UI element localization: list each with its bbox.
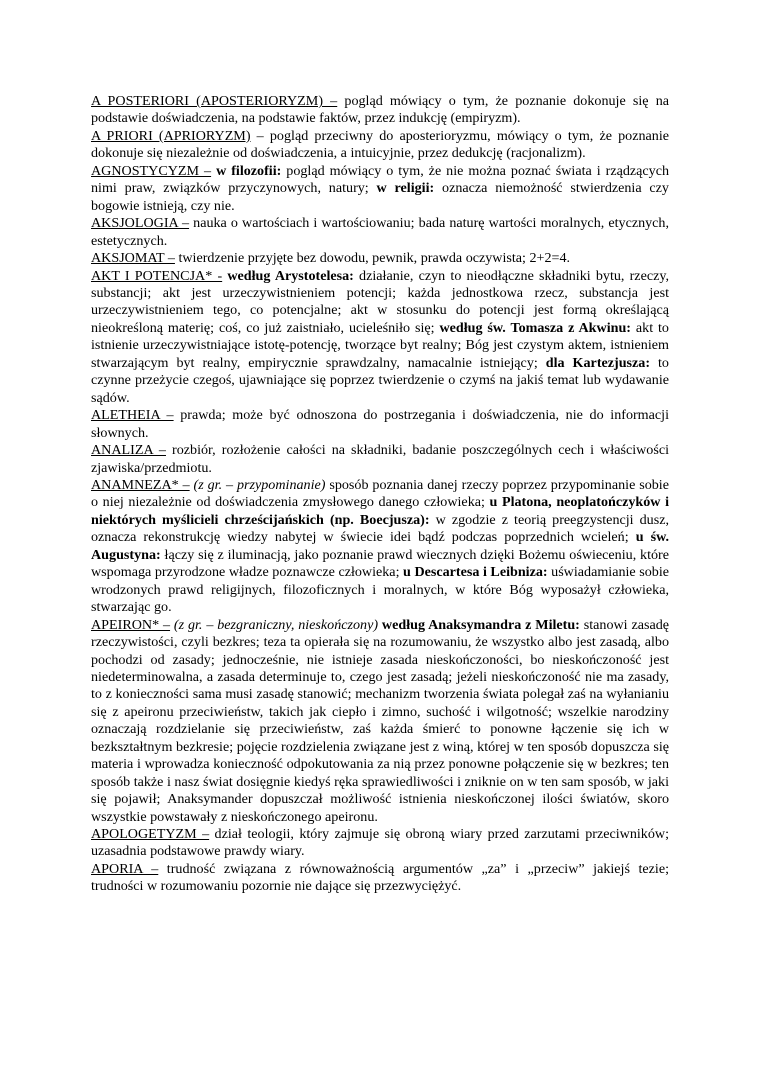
glossary-term: AKSJOLOGIA – [91, 215, 190, 232]
definition-bold-text: u św. Augustyna: [91, 529, 669, 563]
glossary-term: AGNOSTYCYZM – [91, 162, 212, 179]
definition-bold-text: u Descartesa i Leibniza: [403, 564, 548, 581]
definition-bold-text: według św. Tomasza z Akwinu: [439, 319, 631, 336]
glossary-entry [91, 215, 669, 250]
definition-text: akt to istnienie urzeczywistniające istotę-potencję, tworzące byt realny; Bóg jest czystym aktem, istnieniem stwarzającym byt realny, empirycznie sprawdzalny, namacalnie istniejący; [91, 319, 669, 371]
definition-text: prawda; może być odnoszona do postrzegania i doświadczenia, nie do informacji słownych. [91, 407, 669, 441]
definition-italic-text: (z gr. – przypominanie) [193, 476, 326, 493]
definition-text: – pogląd przeciwny do aposterioryzmu, mówiący o tym, że poznanie dokonuje się niezależnie od doświadczenia, a intuicyjnie, przez dedukcję (racjonalizm). [91, 127, 669, 162]
definition-text: nauka o wartościach i wartościowaniu; bada naturę wartości moralnych, etycznych, estetycznych. [91, 215, 669, 249]
glossary-term: ANALIZA – [91, 442, 166, 459]
definition-text: oznacza niemożność stwierdzenia czy bogowie istnieją, czy nie. [91, 180, 669, 214]
definition-bold-text: dla Kartezjusza: [545, 354, 651, 371]
definition-text: pogląd mówiący o tym, że poznanie dokonuje się na podstawie doświadczenia, na podstawie faktów, przez indukcję (empiryzm). [91, 93, 669, 127]
glossary-entry [91, 163, 669, 215]
definition-italic-text: (z gr. – bezgraniczny, nieskończony) [173, 616, 379, 633]
glossary-entry [91, 442, 669, 477]
definition-text: uświadamianie sobie wrodzonych prawd religijnych, filozoficznych i moralnych, w które Bóg wyposażył człowieka, stwarzając go. [91, 564, 669, 616]
glossary-term: APEIRON* – [91, 616, 171, 633]
glossary-entry [91, 93, 669, 128]
glossary-entry [91, 826, 669, 861]
definition-text: dział teologii, który zajmuje się obroną wiary przed zarzutami przeciwników; uzasadnia podstawowe prawdy wiary. [91, 826, 669, 860]
glossary-term: ANAMNEZA* – [91, 476, 190, 493]
definition-text: sposób poznania danej rzeczy poprzez przypominanie sobie o niej niezależnie od doświadczenia zmysłowego danego człowieka; [91, 476, 669, 511]
definition-bold-text: według Anaksymandra z Miletu: [381, 616, 580, 633]
glossary-term: APORIA – [91, 860, 159, 877]
glossary-term: APOLOGETYZM – [91, 826, 210, 843]
definition-bold-text: w religii: [376, 180, 435, 197]
glossary-entry [91, 268, 669, 408]
glossary-entry [91, 617, 669, 826]
definition-text: pogląd mówiący o tym, że nie można poznać świata i rządzących nimi praw, związków przyczynowych, natury; [91, 162, 669, 197]
definition-text: to czynne przeżycie czegoś, ujawniające się poprzez twierdzenie o czymś na jakiś temat lub wydawanie sądów. [91, 354, 669, 406]
glossary-entry [91, 128, 669, 163]
glossary-term: ALETHEIA – [91, 407, 174, 424]
definition-text: twierdzenie przyjęte bez dowodu, pewnik, prawda oczywista; 2+2=4. [174, 250, 571, 267]
glossary-entry [91, 861, 669, 896]
definition-text: stanowi zasadę rzeczywistości, czyli bezkres; teza ta opierała się na rozumowaniu, że wszystko albo jest zasadą, albo pochodzi od zasady; jednocześnie, nie istnieje zasada nieskończoności, bo nieskończoność jest niedeterminowalna, a zasada determinuje to, czego jest zasadą; jeżeli nieskończoność nie ma zasady, to z konieczności sama musi zasadę stanowić; mechanizm tworzenia świata polegał zaś na wyłanianiu się z apeironu przeciwieństw, takich jak ciepło i zimno, suchość i wilgotność; wszelkie narodziny oznaczają rozdzielanie się przeciwieństw, zaś każda śmierć to ponowne łączenie się ich w bezkształtnym bezkresie; pojęcie rozdzielenia związane jest z winą, której w ten sposób dopuszcza się materia i wprowadza konieczność odpokutowania za nią przez ponowne połączenie się w bezkres; ten sposób także i nasz świat dosięgnie kiedyś ręka sprawiedliwości i zniknie on w ten sam sposób, w jaki się pojawił; Anaksymander dopuszczał możliwość istnienia nieskończonej ilości światów, skoro wszystkie powstawały z nieskończonego apeironu. [91, 616, 670, 825]
definition-text: trudność związana z równoważnością argumentów „za” i „przeciw” jakiejś tezie; trudności w rozumowaniu pozornie nie dające się przezwyciężyć. [91, 860, 669, 895]
glossary-term: A POSTERIORI (APOSTERIORYZM) – [91, 93, 338, 109]
glossary-entry [91, 477, 669, 617]
definition-bold-text: u Platona, neoplatończyków i niektórych myślicieli chrześcijańskich (np. Boecjusza): [91, 494, 669, 528]
definition-text: działanie, czyn to nieodłączne składniki bytu, rzeczy, substancji; akt jest urzeczywistnieniem potencji; każda jednostkowa rzecz, substancja jest urzeczywistnieniem tego, co potencjalne; akt w stosunku do potencji jest formą określającą nieokreśloną materię; coś, co już zaistniało, ucieleśniło się; [91, 267, 669, 336]
definition-bold-text: w filozofii: [216, 162, 282, 179]
definition-text: łączy się z iluminacją, jako poznanie prawd wiecznych dzięki Bożemu oświeceniu, które wspomaga przyrodzone władze poznawcze człowieka; [91, 546, 669, 581]
definition-text: w zgodzie z teorią preegzystencji dusz, oznacza rekonstrukcję wiedzy nabytej w świecie idei bądź podczas poprzednich wcieleń; [91, 511, 669, 546]
glossary-entry [91, 250, 669, 267]
definition-bold-text: według Arystotelesa: [227, 267, 354, 284]
glossary-term: AKT I POTENCJA* - [91, 267, 223, 284]
glossary-entry [91, 407, 669, 442]
glossary-term: AKSJOMAT – [91, 250, 175, 267]
glossary-term: A PRIORI (APRIORYZM) [91, 127, 251, 144]
definition-text: rozbiór, rozłożenie całości na składniki, badanie poszczególnych cech i właściwości zjawiska/przedmiotu. [91, 442, 670, 476]
glossary-page [91, 93, 669, 896]
